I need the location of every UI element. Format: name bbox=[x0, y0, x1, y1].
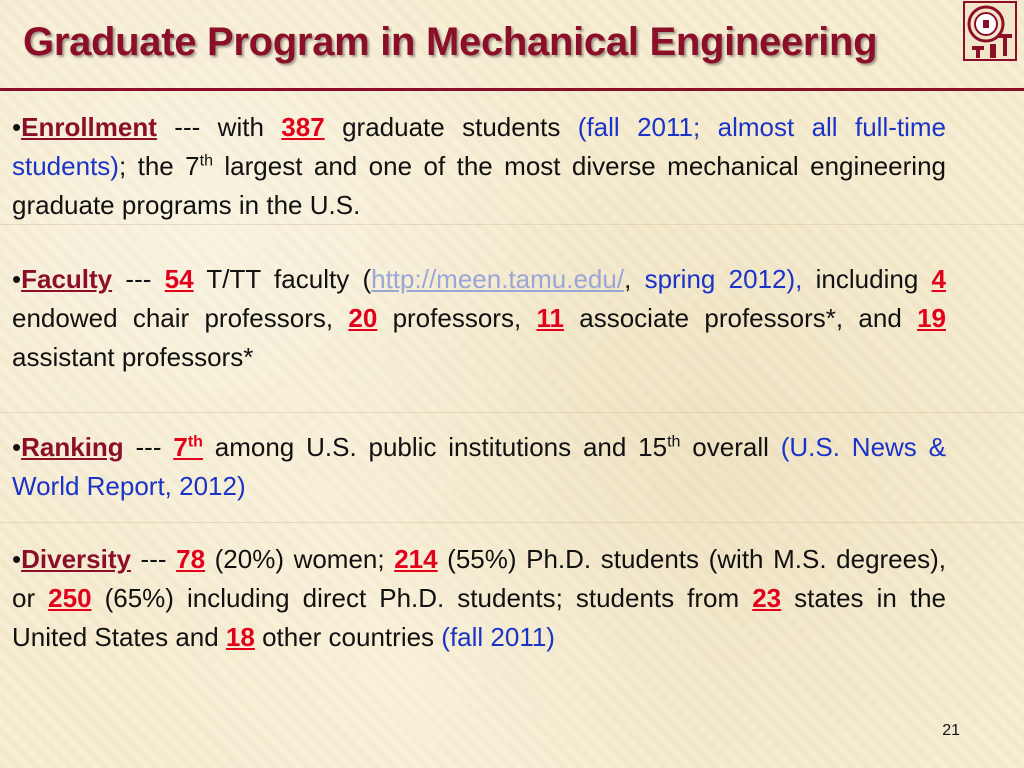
diversity-label: Diversity bbox=[21, 544, 131, 574]
faculty-label: Faculty bbox=[21, 264, 113, 294]
text-run: associate professors*, and bbox=[563, 303, 918, 333]
ranking-label: Ranking bbox=[21, 432, 124, 462]
diversity-bullet bbox=[12, 540, 946, 657]
text-run: other countries bbox=[254, 622, 442, 652]
text-run: T/TT faculty ( bbox=[193, 264, 372, 294]
title-divider bbox=[0, 88, 1024, 91]
text-run: ; the 7 bbox=[118, 151, 200, 181]
ranking-bullet bbox=[12, 428, 946, 506]
superscript: th bbox=[667, 433, 681, 451]
countries-count: 18 bbox=[225, 622, 255, 652]
text-run: largest and one of the most diverse mechanical engineering graduate programs in the U.S. bbox=[12, 151, 946, 220]
endowed-count: 4 bbox=[931, 264, 947, 294]
phd-direct-count: 250 bbox=[48, 583, 92, 613]
slide-title: Graduate Program in Mechanical Engineering bbox=[23, 20, 878, 64]
bullet-mark: • bbox=[12, 264, 22, 294]
states-count: 23 bbox=[752, 583, 782, 613]
text-run: , bbox=[624, 264, 645, 294]
text-run: among U.S. public institutions and 15 bbox=[202, 432, 668, 462]
faculty-bullet bbox=[12, 260, 946, 377]
assistant-count: 19 bbox=[917, 303, 946, 333]
text-run: (20%) women; bbox=[205, 544, 395, 574]
superscript: th bbox=[199, 152, 213, 170]
text-run: overall bbox=[680, 432, 781, 462]
bullet-mark: • bbox=[12, 544, 22, 574]
text-run: (65%) including direct Ph.D. students; students from bbox=[91, 583, 753, 613]
text-run: --- bbox=[123, 432, 174, 462]
women-count: 78 bbox=[176, 544, 206, 574]
enrollment-bullet bbox=[12, 108, 946, 225]
text-run: --- bbox=[130, 544, 177, 574]
row-divider bbox=[0, 522, 1024, 523]
phd-ms-count: 214 bbox=[394, 544, 438, 574]
enrollment-count: 387 bbox=[281, 112, 325, 142]
ranking-number: 7 bbox=[173, 432, 188, 462]
ranking-value bbox=[173, 432, 203, 462]
text-run: graduate students bbox=[324, 112, 578, 142]
ranking-source: (U.S. News & World Report, 2012) bbox=[12, 432, 946, 501]
page-number: 21 bbox=[942, 722, 960, 739]
faculty-term: spring 2012), bbox=[644, 264, 803, 294]
text-run: (55%) Ph.D. students (with M.S. degrees), or bbox=[12, 544, 946, 613]
text-run: assistant professors* bbox=[12, 342, 254, 372]
university-logo-icon bbox=[962, 0, 1018, 62]
faculty-count: 54 bbox=[164, 264, 194, 294]
associate-count: 11 bbox=[536, 303, 564, 333]
text-run: states in the United States and bbox=[12, 583, 946, 652]
professor-count: 20 bbox=[348, 303, 378, 333]
text-run: including bbox=[802, 264, 932, 294]
text-run: --- bbox=[112, 264, 165, 294]
text-run: --- with bbox=[156, 112, 282, 142]
department-link[interactable]: http://meen.tamu.edu/ bbox=[371, 264, 625, 294]
bullet-mark: • bbox=[12, 112, 22, 142]
row-divider bbox=[0, 412, 1024, 413]
diversity-term: (fall 2011) bbox=[441, 622, 555, 652]
enrollment-note: (fall 2011; almost all full-time students) bbox=[12, 112, 946, 181]
superscript: th bbox=[187, 433, 203, 451]
text-run: professors, bbox=[377, 303, 537, 333]
bullet-mark: • bbox=[12, 432, 22, 462]
text-run: endowed chair professors, bbox=[12, 303, 349, 333]
enrollment-label: Enrollment bbox=[21, 112, 157, 142]
